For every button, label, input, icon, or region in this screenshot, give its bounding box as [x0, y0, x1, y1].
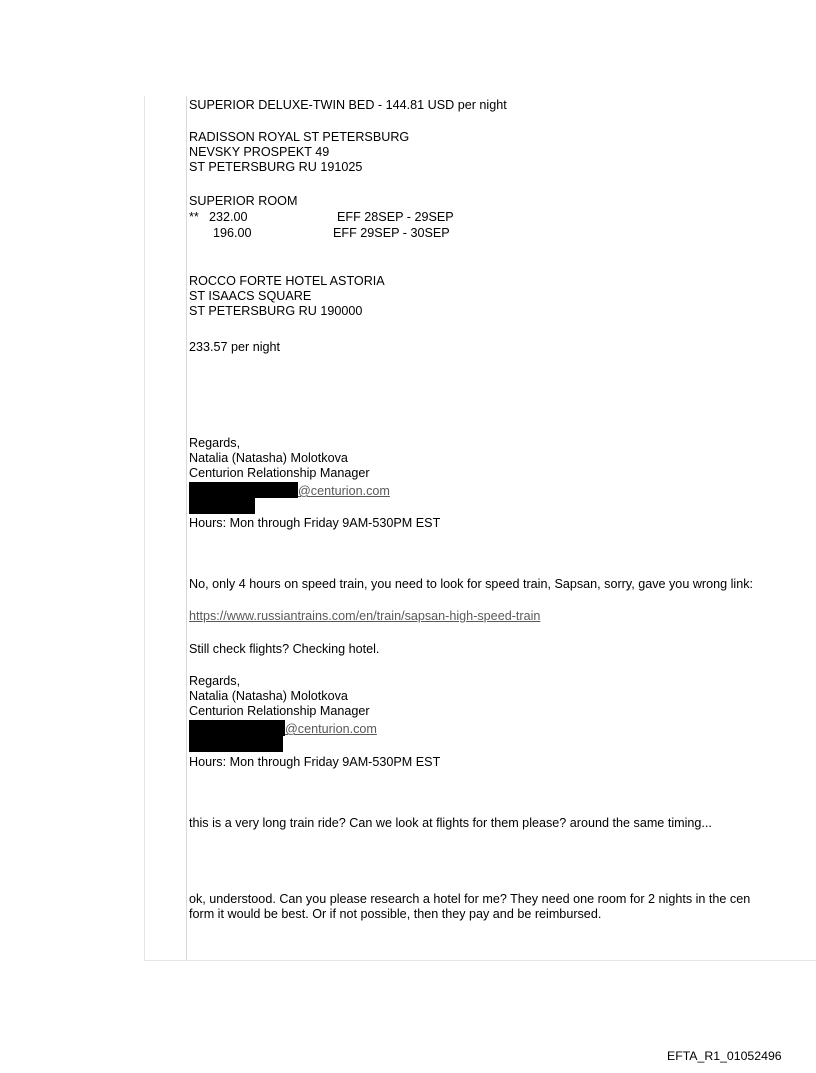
message-check: Still check flights? Checking hotel.: [189, 642, 380, 656]
train-link[interactable]: https://www.russiantrains.com/en/train/sapsan-high-speed-train: [189, 609, 541, 623]
signature-block-1: [189, 436, 370, 481]
redaction-box: [189, 498, 255, 514]
hours-line: Hours: Mon through Friday 9AM-530PM EST: [189, 516, 441, 530]
signer-name: Natalia (Natasha) Molotkova: [189, 689, 348, 703]
email-link[interactable]: @centurion.com: [285, 722, 377, 736]
message-line: ok, understood. Can you please research a hotel for me? They need one room for 2 nights in the cen: [189, 892, 751, 906]
email-link[interactable]: @centurion.com: [298, 484, 390, 498]
signer-title: Centurion Relationship Manager: [189, 466, 370, 480]
hours-line: Hours: Mon through Friday 9AM-530PM EST: [189, 755, 441, 769]
message-hotel-request: [189, 892, 750, 922]
message-line: form it would be best. Or if not possible, then they pay and be reimbursed.: [189, 907, 602, 921]
rate-price-1: 232.00: [209, 210, 248, 224]
signer-name: Natalia (Natasha) Molotkova: [189, 451, 348, 465]
regards: Regards,: [189, 674, 241, 688]
rate-dates-1: EFF 28SEP - 29SEP: [337, 210, 454, 224]
document-id: EFTA_R1_01052496: [667, 1049, 782, 1063]
hotel-name: RADISSON ROYAL ST PETERSBURG: [189, 130, 410, 144]
room-rate-line: SUPERIOR DELUXE-TWIN BED - 144.81 USD per night: [189, 98, 507, 112]
hotel-name: ROCCO FORTE HOTEL ASTORIA: [189, 274, 385, 288]
hotel-city: ST PETERSBURG RU 190000: [189, 304, 363, 318]
frame-bottom-border: [144, 960, 816, 961]
rate-dates-2: EFF 29SEP - 30SEP: [333, 226, 450, 240]
hotel-radisson-address: [189, 130, 409, 175]
hotel-street: NEVSKY PROSPEKT 49: [189, 145, 330, 159]
hotel-astoria-address: [189, 274, 385, 319]
redaction-box: [189, 736, 283, 752]
hotel-street: ST ISAACS SQUARE: [189, 289, 312, 303]
message-flights: this is a very long train ride? Can we look at flights for them please? around the same timing...: [189, 816, 712, 830]
quote-rule: [186, 96, 187, 960]
rate-price-2: 196.00: [213, 226, 252, 240]
hotel-astoria-rate: 233.57 per night: [189, 340, 281, 354]
message-train: No, only 4 hours on speed train, you need to look for speed train, Sapsan, sorry, gave you wrong link:: [189, 577, 754, 591]
rate-prefix: **: [189, 210, 199, 224]
room-type: SUPERIOR ROOM: [189, 194, 298, 208]
frame-left-border: [144, 96, 145, 960]
redaction-box: [189, 720, 285, 736]
signer-title: Centurion Relationship Manager: [189, 704, 370, 718]
hotel-city: ST PETERSBURG RU 191025: [189, 160, 363, 174]
signature-block-2: [189, 674, 370, 719]
redaction-box: [189, 482, 298, 498]
regards: Regards,: [189, 436, 241, 450]
